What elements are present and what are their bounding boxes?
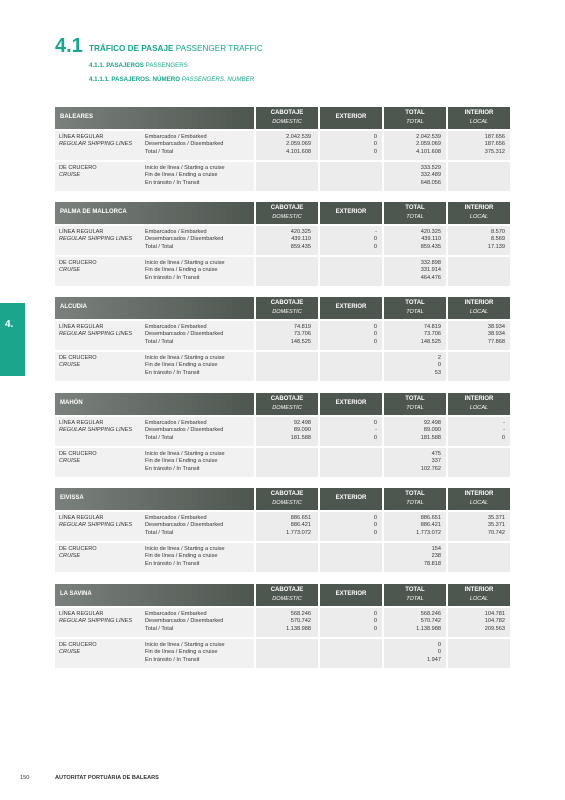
cruise-block	[55, 543, 510, 572]
value-cell: 333.529	[420, 165, 441, 171]
row-label-embarked: Embarcados / Embarked	[145, 229, 207, 235]
column-header-label: EXTERIOR	[335, 114, 367, 120]
cell-background	[448, 257, 510, 286]
page-footer	[20, 775, 159, 781]
cruise-label-en: CRUISE	[59, 649, 81, 656]
value-cell: 0	[373, 522, 377, 529]
column-header-es: CABOTAJE	[270, 300, 304, 306]
column-header	[256, 297, 318, 319]
port-name-cell	[55, 393, 254, 415]
value-cell: 187.656	[484, 134, 505, 140]
port-name: BALEARES	[60, 114, 94, 120]
port-name-cell	[55, 584, 254, 606]
value-cell: 2.042.539	[286, 134, 311, 140]
value-cell: 331.914	[420, 267, 441, 274]
port-name: PALMA DE MALLORCA	[60, 209, 127, 215]
value-cell: 74.819	[293, 324, 311, 330]
value-cell: 0	[373, 515, 377, 521]
row-label-total: Total / Total	[145, 338, 174, 345]
column-header	[256, 202, 318, 224]
column-header-es: CABOTAJE	[270, 110, 304, 116]
value-cell: 8.569	[491, 236, 505, 243]
cell-background	[448, 639, 510, 668]
column-header-en: DOMESTIC	[272, 119, 302, 125]
value-cell: 4.101.608	[416, 148, 441, 155]
value-cell: 35.371	[487, 522, 505, 529]
value-cell: 89.090	[293, 427, 311, 434]
column-header-es: INTERIOR	[464, 587, 494, 593]
value-cell: 568.246	[420, 611, 441, 617]
column-header-en: TOTAL	[406, 500, 424, 506]
chapter-tab-label: 4.	[5, 319, 14, 330]
row-label-transit: En tránsito / In Transit	[145, 560, 200, 567]
cell-background	[256, 639, 318, 668]
value-cell: 77.868	[487, 338, 505, 345]
row-label-transit: En tránsito / In Transit	[145, 465, 200, 472]
port-section	[55, 202, 510, 281]
regular-label-es: LÍNEA REGULAR	[59, 611, 104, 617]
cell-background	[320, 257, 382, 286]
value-cell: 0	[373, 529, 377, 536]
port-section	[55, 584, 510, 663]
cruise-label-en: CRUISE	[59, 458, 81, 465]
row-label-ending: Fin de línea / Ending a cruise	[145, 362, 218, 369]
table-header	[55, 488, 510, 510]
value-cell: 209.563	[484, 625, 505, 632]
cell-background	[448, 417, 510, 446]
column-header-en: LOCAL	[469, 500, 489, 506]
cruise-label-es: DE CRUCERO	[59, 451, 97, 457]
column-header	[448, 488, 510, 510]
column-header-en: TOTAL	[406, 309, 424, 315]
row-label-ending: Fin de línea / Ending a cruise	[145, 458, 218, 465]
value-cell: -	[503, 420, 505, 426]
value-cell: 0	[373, 243, 377, 250]
value-cell: 1.773.072	[286, 529, 311, 536]
cell-background	[320, 417, 382, 446]
cruise-block	[55, 352, 510, 381]
value-cell: 92.498	[423, 420, 441, 426]
value-cell: 78.818	[423, 560, 441, 567]
port-section	[55, 393, 510, 472]
table-header	[55, 107, 510, 129]
column-header-en: DOMESTIC	[272, 596, 302, 602]
row-label-disembarked: Desembarcados / Disembarked	[145, 427, 224, 434]
cruise-label-en: CRUISE	[59, 267, 81, 274]
value-cell: 73.706	[423, 331, 441, 338]
value-cell: 2.042.539	[416, 134, 441, 140]
value-cell: 570.742	[420, 618, 441, 625]
regular-lines-block	[55, 608, 510, 637]
row-label-ending: Fin de línea / Ending a cruise	[145, 649, 218, 656]
row-label-ending: Fin de línea / Ending a cruise	[145, 267, 218, 274]
port-section	[55, 297, 510, 376]
port-name: LA SAVINA	[60, 591, 92, 597]
subsection-title	[89, 62, 188, 69]
row-label-embarked: Embarcados / Embarked	[145, 611, 207, 617]
row-label-starting: Inicio de línea / Starting a cruise	[145, 546, 225, 552]
value-cell: 0	[373, 148, 377, 155]
value-cell: 154	[431, 546, 441, 552]
column-header	[384, 202, 446, 224]
column-header	[256, 393, 318, 415]
section-title	[89, 44, 263, 54]
value-cell: 1.138.988	[416, 625, 441, 632]
value-cell: 38.934	[487, 331, 505, 338]
column-header-en: TOTAL	[406, 119, 424, 125]
column-header-en: TOTAL	[406, 405, 424, 411]
value-cell: 475	[431, 451, 441, 457]
value-cell: -	[503, 427, 505, 434]
value-cell: 332.898	[420, 260, 441, 266]
cruise-label-en: CRUISE	[59, 362, 81, 369]
value-cell: 570.742	[290, 618, 311, 625]
value-cell: 53	[434, 369, 441, 376]
table-header	[55, 584, 510, 606]
value-cell: 104.782	[484, 618, 505, 625]
port-name: EIVISSA	[60, 495, 84, 501]
value-cell: 1.947	[427, 656, 441, 663]
value-cell: 0	[373, 618, 377, 625]
column-header-en: DOMESTIC	[272, 500, 302, 506]
subsection-code: 4.1.1.	[89, 62, 105, 69]
column-header-es: CABOTAJE	[270, 205, 304, 211]
organization-name: AUTORITAT PORTUÀRIA DE BALEARS	[55, 775, 159, 781]
column-header-es: INTERIOR	[464, 205, 494, 211]
value-cell: 0	[373, 338, 377, 345]
value-cell: 0	[373, 141, 377, 148]
row-label-transit: En tránsito / In Transit	[145, 369, 200, 376]
regular-lines-block	[55, 321, 510, 350]
column-header-es: TOTAL	[405, 300, 425, 306]
regular-label-en: REGULAR SHIPPING LINES	[59, 618, 133, 625]
value-cell: 375.312	[484, 148, 505, 155]
column-header	[448, 297, 510, 319]
subsection-es: PASAJEROS	[106, 62, 144, 69]
value-cell: 35.371	[487, 515, 505, 521]
value-cell: 859.435	[420, 243, 441, 250]
row-label-disembarked: Desembarcados / Disembarked	[145, 141, 224, 148]
value-cell: 0	[373, 134, 377, 140]
column-header-es: INTERIOR	[464, 110, 494, 116]
value-cell: 2.059.069	[416, 141, 441, 148]
row-label-embarked: Embarcados / Embarked	[145, 324, 207, 330]
value-cell: 886.421	[290, 522, 311, 529]
row-label-transit: En tránsito / In Transit	[145, 656, 200, 663]
column-header-label: EXTERIOR	[335, 209, 367, 215]
cell-background	[448, 352, 510, 381]
value-cell: 0	[373, 324, 377, 330]
cell-background	[256, 448, 318, 477]
column-header-label: EXTERIOR	[335, 495, 367, 501]
column-header-es: TOTAL	[405, 205, 425, 211]
value-cell: 238	[431, 553, 441, 560]
column-header-en: DOMESTIC	[272, 405, 302, 411]
value-cell: 148.525	[290, 338, 311, 345]
value-cell: 439.110	[291, 236, 311, 243]
column-header	[384, 393, 446, 415]
row-label-embarked: Embarcados / Embarked	[145, 134, 207, 140]
cruise-label-en: CRUISE	[59, 172, 81, 179]
regular-lines-block	[55, 226, 510, 255]
row-label-ending: Fin de línea / Ending a cruise	[145, 172, 218, 179]
row-label-transit: En tránsito / In Transit	[145, 179, 200, 186]
regular-label-en: REGULAR SHIPPING LINES	[59, 331, 133, 338]
row-label-disembarked: Desembarcados / Disembarked	[145, 331, 224, 338]
value-cell: -	[375, 427, 377, 434]
column-header	[256, 488, 318, 510]
cell-background	[320, 352, 382, 381]
column-header	[448, 107, 510, 129]
regular-lines-block	[55, 417, 510, 446]
column-header-es: INTERIOR	[464, 300, 494, 306]
value-cell: -	[375, 229, 377, 235]
value-cell: 859.435	[290, 243, 311, 250]
regular-label-en: REGULAR SHIPPING LINES	[59, 427, 133, 434]
column-header-en: LOCAL	[469, 405, 489, 411]
cruise-label-es: DE CRUCERO	[59, 355, 97, 361]
value-cell: 0	[373, 625, 377, 632]
value-cell: 886.651	[420, 515, 441, 521]
value-cell: 92.498	[293, 420, 311, 426]
column-header-es: TOTAL	[405, 110, 425, 116]
column-header	[256, 107, 318, 129]
port-name: ALCUDIA	[60, 304, 87, 310]
row-label-total: Total / Total	[145, 243, 174, 250]
cell-background	[256, 543, 318, 572]
row-label-starting: Inicio de línea / Starting a cruise	[145, 260, 225, 266]
column-header	[320, 107, 382, 129]
value-cell: 89.090	[423, 427, 441, 434]
row-label-total: Total / Total	[145, 148, 174, 155]
column-header-label: EXTERIOR	[335, 304, 367, 310]
value-cell: 104.781	[484, 611, 505, 617]
column-header-label: EXTERIOR	[335, 400, 367, 406]
value-cell: 181.588	[290, 434, 311, 441]
table-title	[89, 76, 254, 83]
cell-background	[320, 543, 382, 572]
column-header	[256, 584, 318, 606]
table-title-es: PASAJEROS. NÚMERO	[111, 76, 181, 83]
value-cell: 8.570	[491, 229, 505, 235]
row-label-disembarked: Desembarcados / Disembarked	[145, 618, 224, 625]
column-header	[320, 584, 382, 606]
column-header-en: LOCAL	[469, 119, 489, 125]
value-cell: 74.819	[423, 324, 441, 330]
cell-background	[320, 226, 382, 255]
value-cell: 648.056	[420, 179, 441, 186]
row-label-embarked: Embarcados / Embarked	[145, 420, 207, 426]
column-header-en: TOTAL	[406, 214, 424, 220]
section-title-en: PASSENGER TRAFFIC	[175, 44, 263, 53]
column-header-en: DOMESTIC	[272, 214, 302, 220]
regular-lines-block	[55, 512, 510, 541]
value-cell: 0	[373, 420, 377, 426]
column-header-es: CABOTAJE	[270, 491, 304, 497]
table-header	[55, 297, 510, 319]
value-cell: 0	[373, 611, 377, 617]
cruise-block	[55, 448, 510, 477]
cruise-label-es: DE CRUCERO	[59, 642, 97, 648]
row-label-total: Total / Total	[145, 625, 174, 632]
regular-label-es: LÍNEA REGULAR	[59, 420, 104, 426]
cruise-label-es: DE CRUCERO	[59, 546, 97, 552]
row-label-disembarked: Desembarcados / Disembarked	[145, 236, 224, 243]
row-label-starting: Inicio de línea / Starting a cruise	[145, 165, 225, 171]
column-header	[320, 297, 382, 319]
column-header	[320, 202, 382, 224]
cell-background	[320, 321, 382, 350]
value-cell: 886.651	[290, 515, 311, 521]
value-cell: 0	[501, 434, 505, 441]
value-cell: 38.934	[487, 324, 505, 330]
value-cell: 420.325	[420, 229, 441, 235]
cell-background	[256, 257, 318, 286]
column-header-es: TOTAL	[405, 396, 425, 402]
regular-label-en: REGULAR SHIPPING LINES	[59, 141, 133, 148]
column-header-label: EXTERIOR	[335, 591, 367, 597]
port-section	[55, 107, 510, 186]
column-header-es: INTERIOR	[464, 396, 494, 402]
row-label-starting: Inicio de línea / Starting a cruise	[145, 642, 225, 648]
column-header-es: CABOTAJE	[270, 396, 304, 402]
column-header	[448, 393, 510, 415]
port-name: MAHÓN	[60, 400, 83, 406]
row-label-total: Total / Total	[145, 434, 174, 441]
port-section	[55, 488, 510, 567]
regular-label-es: LÍNEA REGULAR	[59, 134, 104, 140]
value-cell: 0	[437, 362, 441, 369]
regular-lines-block	[55, 131, 510, 160]
value-cell: 0	[437, 642, 441, 648]
regular-label-es: LÍNEA REGULAR	[59, 324, 104, 330]
column-header-en: LOCAL	[469, 214, 489, 220]
value-cell: 187.656	[484, 141, 505, 148]
value-cell: 0	[373, 236, 377, 243]
cell-background	[320, 131, 382, 160]
table-code: 4.1.1.1.	[89, 76, 110, 83]
value-cell: 70.742	[487, 529, 505, 536]
cruise-block	[55, 257, 510, 286]
cruise-label-en: CRUISE	[59, 553, 81, 560]
value-cell: 1.773.072	[416, 529, 441, 536]
value-cell: 73.706	[293, 331, 311, 338]
column-header-en: LOCAL	[469, 309, 489, 315]
row-label-total: Total / Total	[145, 529, 174, 536]
column-header-en: LOCAL	[469, 596, 489, 602]
cell-background	[320, 608, 382, 637]
column-header	[384, 488, 446, 510]
column-header	[384, 107, 446, 129]
cell-background	[448, 162, 510, 191]
cell-background	[320, 512, 382, 541]
value-cell: 886.421	[420, 522, 441, 529]
port-name-cell	[55, 202, 254, 224]
row-label-starting: Inicio de línea / Starting a cruise	[145, 451, 225, 457]
value-cell: 2.059.069	[286, 141, 311, 148]
regular-label-es: LÍNEA REGULAR	[59, 229, 104, 235]
port-name-cell	[55, 107, 254, 129]
value-cell: 4.101.608	[286, 148, 311, 155]
column-header-es: TOTAL	[405, 491, 425, 497]
cruise-block	[55, 162, 510, 191]
cell-background	[320, 639, 382, 668]
cell-background	[448, 448, 510, 477]
column-header-en: DOMESTIC	[272, 309, 302, 315]
value-cell: 568.246	[290, 611, 311, 617]
row-label-embarked: Embarcados / Embarked	[145, 515, 207, 521]
section-title-es: TRÁFICO DE PASAJE	[89, 44, 174, 53]
cell-background	[448, 543, 510, 572]
value-cell: 439.110	[421, 236, 441, 243]
column-header	[384, 297, 446, 319]
regular-label-en: REGULAR SHIPPING LINES	[59, 522, 133, 529]
subsection-en: PASSENGERS	[145, 62, 188, 69]
value-cell: 332.489	[420, 172, 441, 179]
value-cell: 181.588	[420, 434, 441, 441]
cruise-label-es: DE CRUCERO	[59, 260, 97, 266]
port-name-cell	[55, 297, 254, 319]
cell-background	[320, 162, 382, 191]
port-name-cell	[55, 488, 254, 510]
value-cell: 337	[431, 458, 441, 465]
table-title-en: PASSENGERS. NUMBER	[181, 76, 255, 83]
column-header-es: TOTAL	[405, 587, 425, 593]
column-header	[320, 393, 382, 415]
cell-background	[256, 162, 318, 191]
value-cell: 102.762	[420, 465, 441, 472]
column-header	[320, 488, 382, 510]
row-label-starting: Inicio de línea / Starting a cruise	[145, 355, 225, 361]
column-header	[448, 202, 510, 224]
value-cell: 464.476	[420, 274, 441, 281]
value-cell: 1.138.988	[286, 625, 311, 632]
row-label-transit: En tránsito / In Transit	[145, 274, 200, 281]
column-header-es: CABOTAJE	[270, 587, 304, 593]
row-label-disembarked: Desembarcados / Disembarked	[145, 522, 224, 529]
regular-label-es: LÍNEA REGULAR	[59, 515, 104, 521]
value-cell: 2	[437, 355, 441, 361]
regular-label-en: REGULAR SHIPPING LINES	[59, 236, 133, 243]
column-header-en: TOTAL	[406, 596, 424, 602]
cruise-label-es: DE CRUCERO	[59, 165, 97, 171]
value-cell: 0	[437, 649, 441, 656]
value-cell: 0	[373, 434, 377, 441]
table-header	[55, 393, 510, 415]
value-cell: 148.525	[420, 338, 441, 345]
cruise-block	[55, 639, 510, 668]
value-cell: 0	[373, 331, 377, 338]
cell-background	[320, 448, 382, 477]
column-header-es: INTERIOR	[464, 491, 494, 497]
column-header	[384, 584, 446, 606]
section-number: 4.1	[55, 35, 83, 57]
row-label-ending: Fin de línea / Ending a cruise	[145, 553, 218, 560]
value-cell: 17.139	[487, 243, 505, 250]
chapter-tab	[0, 303, 25, 376]
table-header	[55, 202, 510, 224]
cell-background	[256, 352, 318, 381]
column-header	[448, 584, 510, 606]
value-cell: 420.325	[290, 229, 311, 235]
page-number: 150	[20, 775, 30, 781]
